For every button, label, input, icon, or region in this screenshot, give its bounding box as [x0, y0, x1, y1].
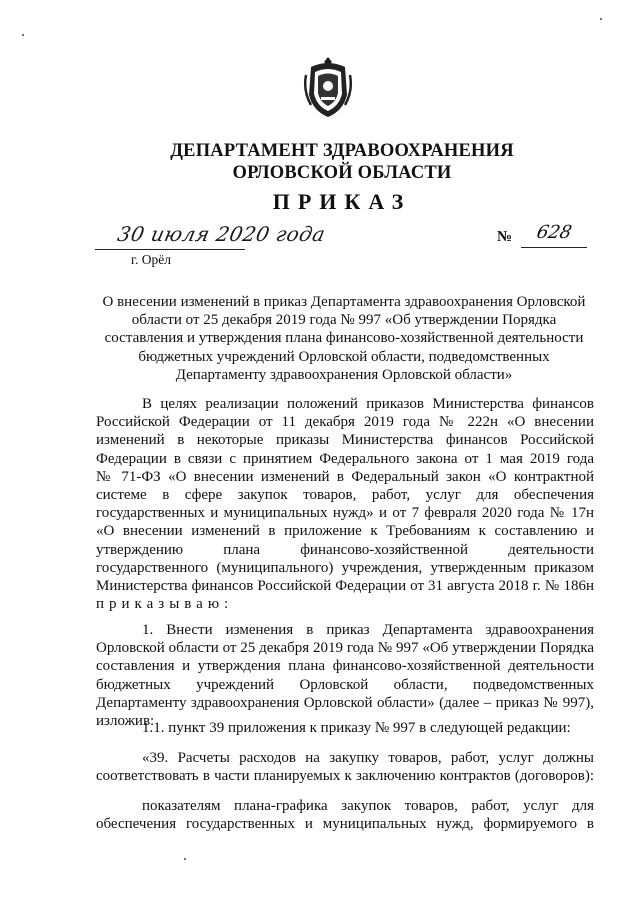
department-title-line1: ДЕПАРТАМЕНТ ЗДРАВООХРАНЕНИЯ: [170, 141, 514, 161]
number-underline: [521, 247, 587, 248]
subject-line: области от 25 декабря 2019 года № 997 «Об утверждении Порядка: [131, 312, 557, 329]
preamble-line: системе в сфере закупок товаров, работ, услуг для обеспечения: [96, 486, 594, 503]
handwritten-date: 30 июля 2020 года: [115, 222, 328, 246]
department-title-line2: ОРЛОВСКОЙ ОБЛАСТИ: [232, 163, 452, 183]
subject-line: бюджетных учреждений Орловской области, подведомственных: [138, 348, 550, 365]
preamble-line: «О внесении изменений в приложение к Требованиям к составлению и: [96, 523, 594, 540]
item-1-paragraph: [96, 621, 594, 730]
coat-of-arms-icon: [303, 55, 353, 119]
preamble-line: утверждению плана финансово-хозяйственной деятельности: [96, 541, 594, 558]
scan-speck: [184, 858, 186, 860]
item-1-line: 1. Внести изменения в приказ Департамента здравоохранения: [142, 622, 594, 638]
item-1-line: Департаменту здравоохранения Орловской области» (далее – приказ № 997),: [96, 694, 594, 711]
subject-line: О внесении изменений в приказ Департамента здравоохранения Орловской: [102, 294, 586, 310]
subject-line: составления и утверждения плана финансово-хозяйственной деятельности: [104, 330, 584, 347]
preamble-line: государственного (муниципального) учреждения, утвержденным приказом: [96, 559, 594, 576]
order-title: ПРИКАЗ: [272, 189, 412, 214]
item-1-line: бюджетных учреждений Орловской области, подведомственных: [96, 676, 594, 693]
indicator-paragraph: [96, 797, 594, 833]
scan-speck: [22, 34, 24, 36]
preamble-line: Российской Федерации от 11 декабря 2019 года № 222н «О внесении: [96, 414, 594, 431]
subject-line: Департаменту здравоохранения Орловской области»: [175, 366, 513, 383]
item-1-line: составления и утверждения плана финансово-хозяйственной деятельности: [96, 658, 594, 675]
handwritten-number: 628: [534, 222, 574, 243]
order-word: приказываю:: [96, 596, 234, 613]
item-1-1-paragraph: [96, 719, 594, 737]
scan-speck: [600, 18, 602, 20]
preamble-line: государственных и муниципальных нужд» и от 7 февраля 2020 года № 17н: [96, 505, 594, 522]
indicator-line: показателям плана-графика закупок товаров, работ, услуг для: [142, 798, 594, 814]
preamble-paragraph: [96, 395, 594, 613]
preamble-line: Федерации в связи с принятием Федерального закона от 1 мая 2019 года: [96, 450, 594, 467]
preamble-line: изменений в некоторые приказы Министерства финансов Российской: [96, 432, 594, 449]
city-label: г. Орёл: [131, 252, 171, 267]
preamble-line: Министерства финансов Российской Федерации от 31 августа 2018 г. № 186н: [96, 577, 594, 594]
number-sign: №: [497, 229, 513, 245]
item-1-1-line: 1.1. пункт 39 приложения к приказу № 997 в следующей редакции:: [142, 720, 571, 736]
date-underline: [95, 249, 245, 250]
item-39-line: соответствовать в части планируемых к заключению контрактов (договоров):: [96, 768, 594, 785]
item-39-paragraph: [96, 749, 594, 785]
preamble-line: В целях реализации положений приказов Министерства финансов: [142, 396, 594, 412]
indicator-line: обеспечения государственных и муниципальных нужд, формируемого в: [96, 816, 594, 833]
item-1-line: Орловской области от 25 декабря 2019 года № 997 «Об утверждении Порядка: [96, 640, 594, 657]
order-subject: [96, 293, 592, 384]
item-1-line: изложив:: [96, 712, 155, 729]
item-39-line: «39. Расчеты расходов на закупку товаров, работ, услуг должны: [142, 750, 594, 766]
preamble-line: № 71-ФЗ «О внесении изменений в Федеральный закон «О контрактной: [96, 468, 594, 485]
